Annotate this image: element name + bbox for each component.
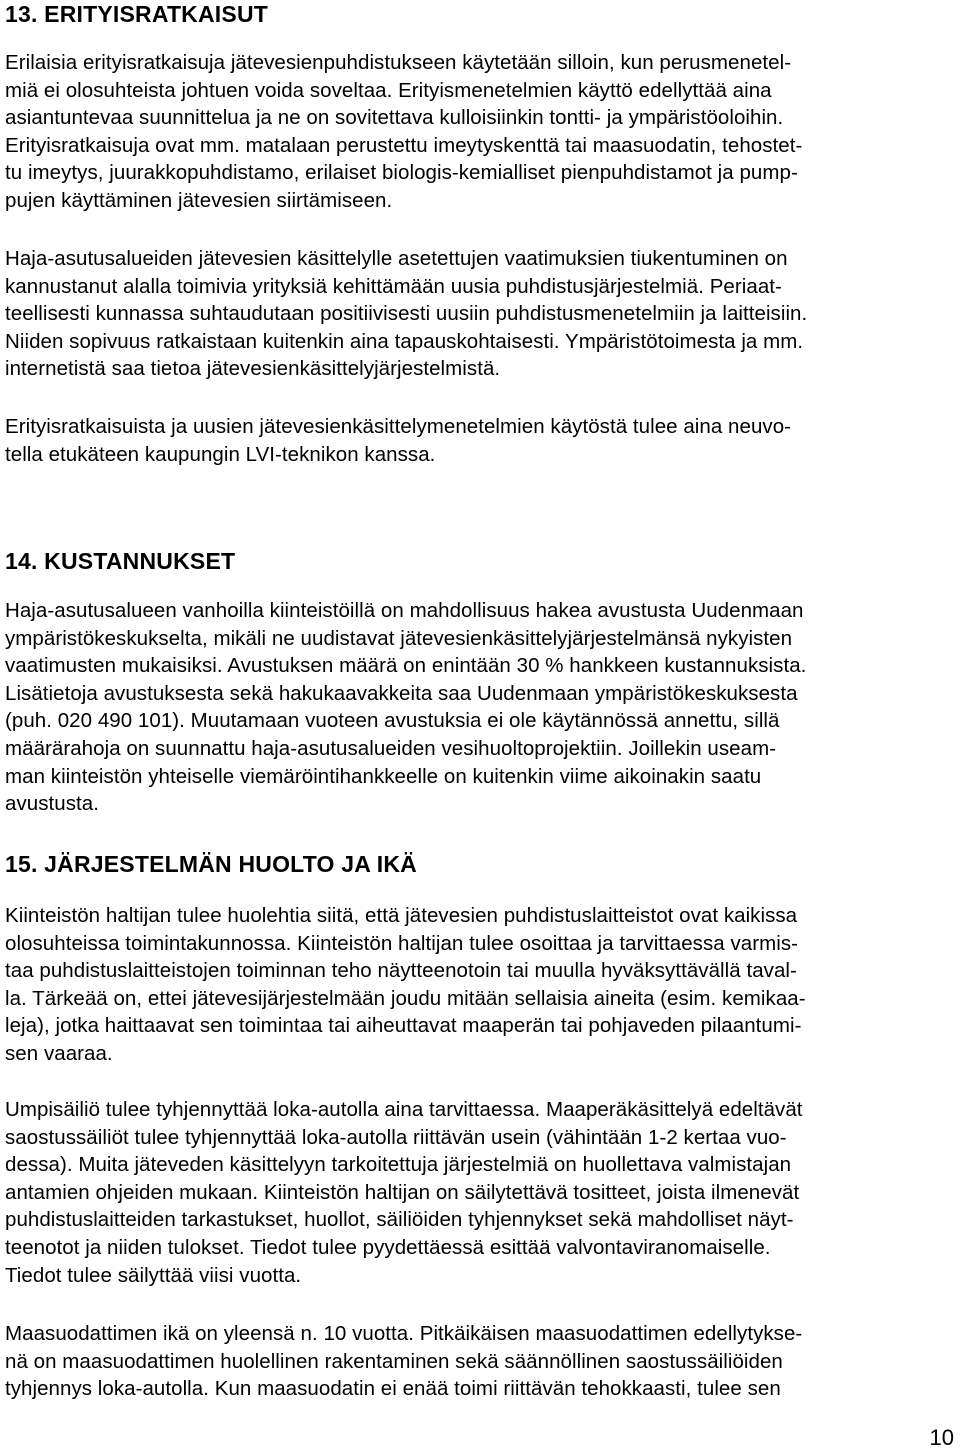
text-line: man kiinteistön yhteiselle viemäröintihankkeelle on kuitenkin viime aikoinakin saatu (5, 764, 762, 788)
text-line: Erilaisia erityisratkaisuja jätevesienpuhdistukseen käytetään silloin, kun perusmenetel- (5, 51, 792, 74)
section-14-heading: 14. KUSTANNUKSET (5, 548, 236, 574)
section-13-paragraph-2 (5, 245, 807, 383)
section-14-paragraph-1 (5, 597, 806, 818)
section-15-paragraph-3 (5, 1320, 802, 1403)
text-line: Tiedot tulee säilyttää viisi vuotta. (5, 1263, 302, 1287)
text-line: (puh. 020 490 101). Muutamaan vuoteen avustuksia ei ole käytännössä annettu, sillä (5, 709, 780, 733)
text-line: vaatimusten mukaisiksi. Avustuksen määrä on enintään 30 % hankkeen kustannuksista. (5, 654, 807, 678)
text-line: Umpisäiliö tulee tyhjennyttää loka-autolla aina tarvittaessa. Maaperäkäsittelyä edeltävät (5, 1098, 803, 1121)
text-line: miä ei olosuhteista johtuen voida soveltaa. Erityismenetelmien käyttö edellyttää aina (5, 78, 772, 102)
section-13-paragraph-1 (5, 49, 802, 215)
text-line: antamien ohjeiden mukaan. Kiinteistön haltijan on säilytettävä tositteet, joista ilmenevät (5, 1180, 800, 1204)
text-line: Haja-asutusalueiden jätevesien käsittelylle asetettujen vaatimuksien tiukentuminen on (5, 247, 788, 270)
text-line: Lisätietoja avustuksesta sekä hakukaavakkeita saa Uudenmaan ympäristökeskuksesta (5, 681, 798, 705)
text-line: puhdistuslaitteiden tarkastukset, huollot, säiliöiden tyhjennykset sekä mahdolliset näyt- (5, 1208, 794, 1232)
text-line: taa puhdistuslaitteistojen toiminnan teho näytteenotoin tai muulla hyväksyttävällä taval- (5, 959, 797, 983)
text-line: avustusta. (5, 792, 99, 816)
text-line: pujen käyttäminen jätevesien siirtämiseen. (5, 188, 393, 212)
section-13-heading: 13. ERITYISRATKAISUT (5, 1, 268, 27)
text-line: teenotot ja niiden tulokset. Tiedot tulee pyydettäessä esittää valvontaviranomaiselle. (5, 1235, 771, 1259)
text-line: leja), jotka haittaavat sen toimintaa tai aiheuttavat maaperän tai pohjaveden pilaantumi- (5, 1014, 802, 1038)
text-line: Niiden sopivuus ratkaistaan kuitenkin aina tapauskohtaisesti. Ympäristötoimesta ja mm. (5, 329, 804, 353)
text-line: la. Tärkeää on, ettei jätevesijärjestelmään joudu mitään sellaisia aineita (esim. kemikaa- (5, 986, 806, 1010)
text-line: Haja-asutusalueen vanhoilla kiinteistöillä on mahdollisuus hakea avustusta Uudenmaan (5, 599, 804, 622)
text-line: kannustanut alalla toimivia yrityksiä kehittämään uusia puhdistusjärjestelmiä. Periaat- (5, 274, 782, 298)
text-line: määrärahoja on suunnattu haja-asutusalueiden vesihuoltoprojektiin. Joillekin useam- (5, 736, 777, 760)
text-line: nä on maasuodattimen huolellinen rakentaminen sekä säännöllinen saostussäiliöiden (5, 1349, 783, 1373)
text-line: asiantuntevaa suunnittelua ja ne on sovitettava kulloisiinkin tontti- ja ympäristöoloihin. (5, 106, 784, 130)
text-line: teellisesti kunnassa suhtaudutaan positiivisesti uusiin puhdistusmenetelmiin ja laitteisiin. (5, 302, 808, 326)
text-line: ympäristökeskukselta, mikäli ne uudistavat jätevesienkäsittelyjärjestelmänsä nykyisten (5, 626, 793, 650)
text-line: Erityisratkaisuja ovat mm. matalaan perustettu imeytyskenttä tai maasuodatin, tehostet- (5, 133, 803, 157)
section-13-paragraph-3 (5, 413, 791, 468)
section-15-paragraph-2 (5, 1096, 803, 1289)
section-15-paragraph-1 (5, 902, 806, 1068)
text-line: saostussäiliöt tulee tyhjennyttää loka-autolla riittävän usein (vähintään 1-2 kertaa vuo- (5, 1125, 787, 1149)
page-number: 10 (929, 1425, 954, 1450)
text-line: olosuhteissa toimintakunnossa. Kiinteistön haltijan tulee osoittaa ja tarvittaessa varmis- (5, 931, 799, 955)
text-line: Erityisratkaisuista ja uusien jätevesienkäsittelymenetelmien käytöstä tulee aina neuvo- (5, 415, 792, 438)
text-line: tyhjennys loka-autolla. Kun maasuodatin ei enää toimi riittävän tehokkaasti, tulee sen (5, 1377, 781, 1401)
section-15-heading: 15. JÄRJESTELMÄN HUOLTO JA IKÄ (5, 851, 417, 877)
text-line: sen vaaraa. (5, 1041, 113, 1065)
text-line: dessa). Muita jäteveden käsittelyyn tarkoitettuja järjestelmiä on huollettava valmistajan (5, 1153, 792, 1177)
text-line: tella etukäteen kaupungin LVI-teknikon kanssa. (5, 442, 436, 466)
text-line: Kiinteistön haltijan tulee huolehtia siitä, että jätevesien puhdistuslaitteistot ovat kaikissa (5, 904, 798, 927)
text-line: tu imeytys, juurakkopuhdistamo, erilaiset biologis-kemialliset pienpuhdistamot ja pump- (5, 161, 798, 185)
text-line: Maasuodattimen ikä on yleensä n. 10 vuotta. Pitkäikäisen maasuodattimen edellytykse- (5, 1322, 803, 1345)
text-line: internetistä saa tietoa jätevesienkäsittelyjärjestelmistä. (5, 357, 501, 381)
